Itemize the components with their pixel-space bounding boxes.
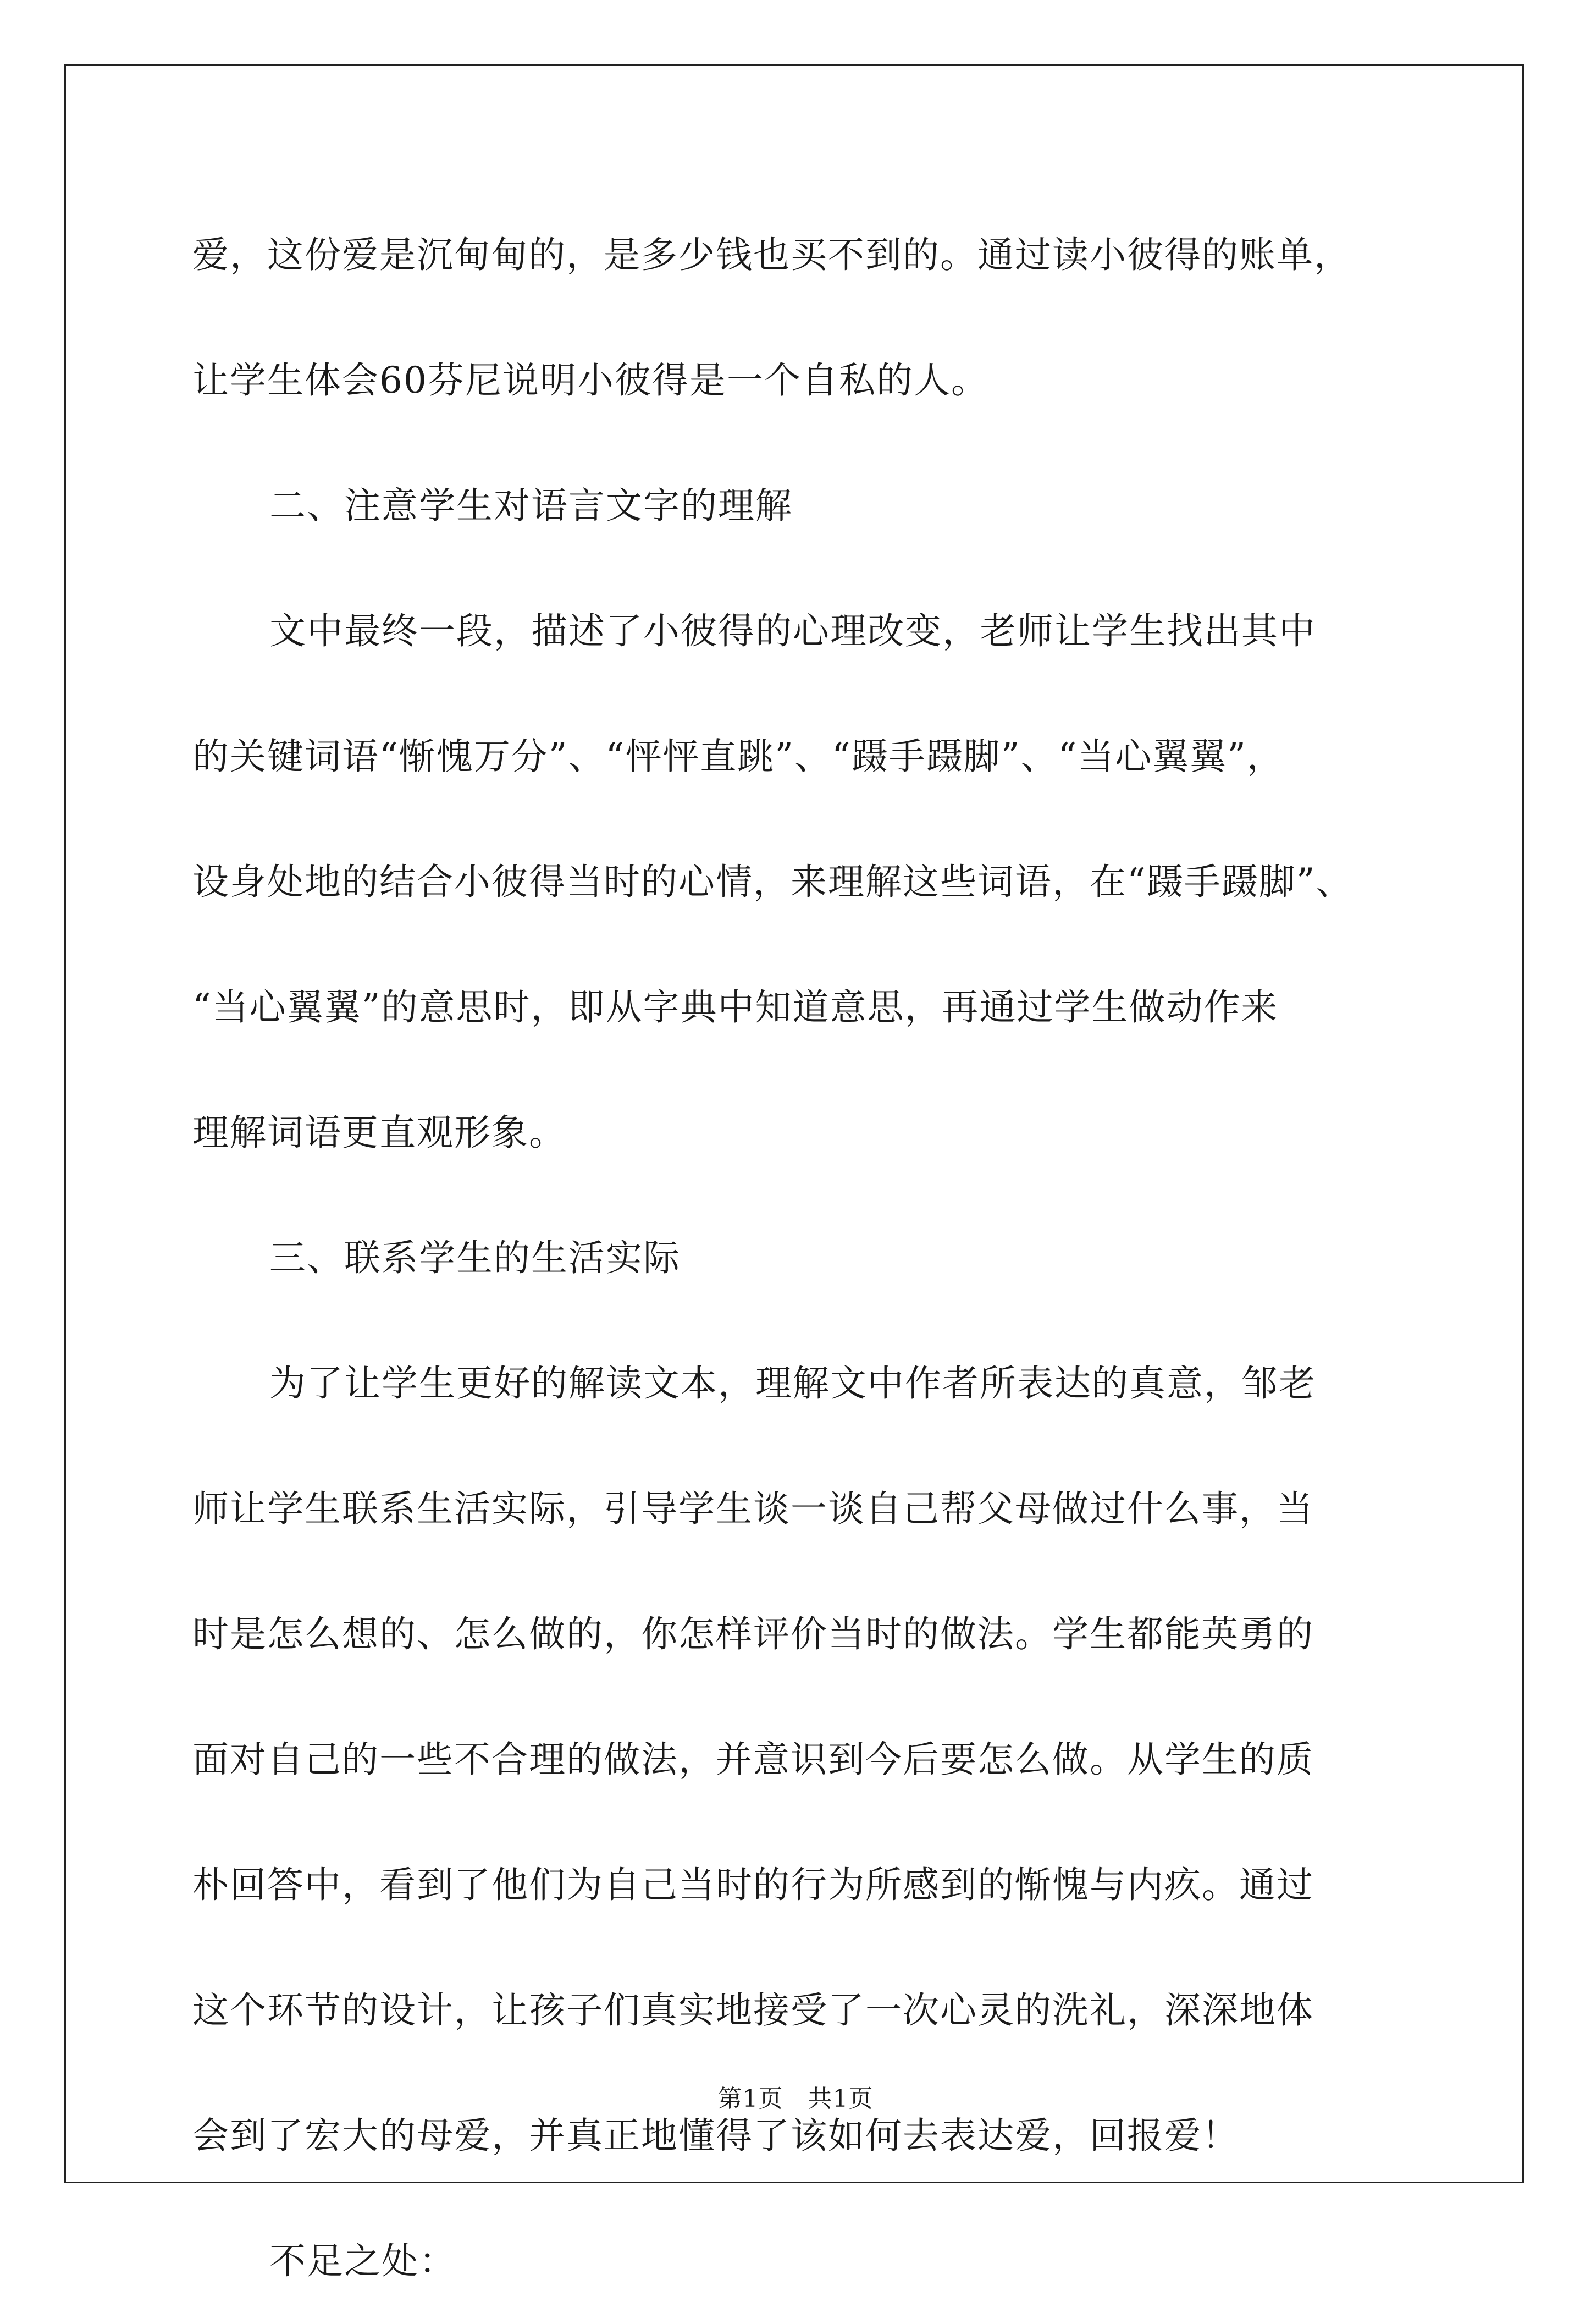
document-body: [192, 192, 1440, 2324]
page-number: 第1页 共1页: [717, 2085, 874, 2113]
paragraph-line: 爱，这份爱是沉甸甸的，是多少钱也买不到的。通过读小彼得的账单，: [192, 234, 1351, 276]
paragraph-line: 设身处地的结合小彼得当时的心情，来理解这些词语，在“蹑手蹑脚”、: [192, 861, 1354, 903]
paragraph-line: 时是怎么想的、怎么做的，你怎样评价当时的做法。学生都能英勇的: [192, 1613, 1314, 1655]
paragraph-line: 朴回答中，看到了他们为自己当时的行为所感到的惭愧与内疚。通过: [192, 1864, 1314, 1906]
paragraph-line: 师让学生联系生活实际，引导学生谈一谈自己帮父母做过什么事，当: [192, 1488, 1314, 1530]
paragraph-line: 理解词语更直观形象。: [192, 1111, 566, 1154]
paragraph-line: 文中最终一段，描述了小彼得的心理改变，老师让学生找出其中: [269, 610, 1316, 652]
section-heading: 二、注意学生对语言文字的理解: [269, 484, 793, 527]
paragraph-line: 面对自己的一些不合理的做法，并意识到今后要怎么做。从学生的质: [192, 1738, 1314, 1781]
paragraph-line: “当心翼翼”的意思时，即从字典中知道意思，再通过学生做动作来: [192, 986, 1279, 1028]
paragraph-line: 的关键词语“惭愧万分”、“怦怦直跳”、“蹑手蹑脚”、“当心翼翼”，: [192, 735, 1284, 778]
paragraph-line: 会到了宏大的母爱，并真正地懂得了该如何去表达爱，回报爱！: [192, 2114, 1239, 2157]
section-heading: 三、联系学生的生活实际: [269, 1237, 681, 1279]
paragraph-line: 这个环节的设计，让孩子们真实地接受了一次心灵的洗礼，深深地体: [192, 1989, 1314, 2031]
paragraph-line: 让学生体会60芬尼说明小彼得是一个自私的人。: [192, 359, 988, 401]
section-heading: 不足之处：: [269, 2240, 456, 2282]
paragraph-line: 为了让学生更好的解读文本，理解文中作者所表达的真意，邹老: [269, 1362, 1316, 1405]
